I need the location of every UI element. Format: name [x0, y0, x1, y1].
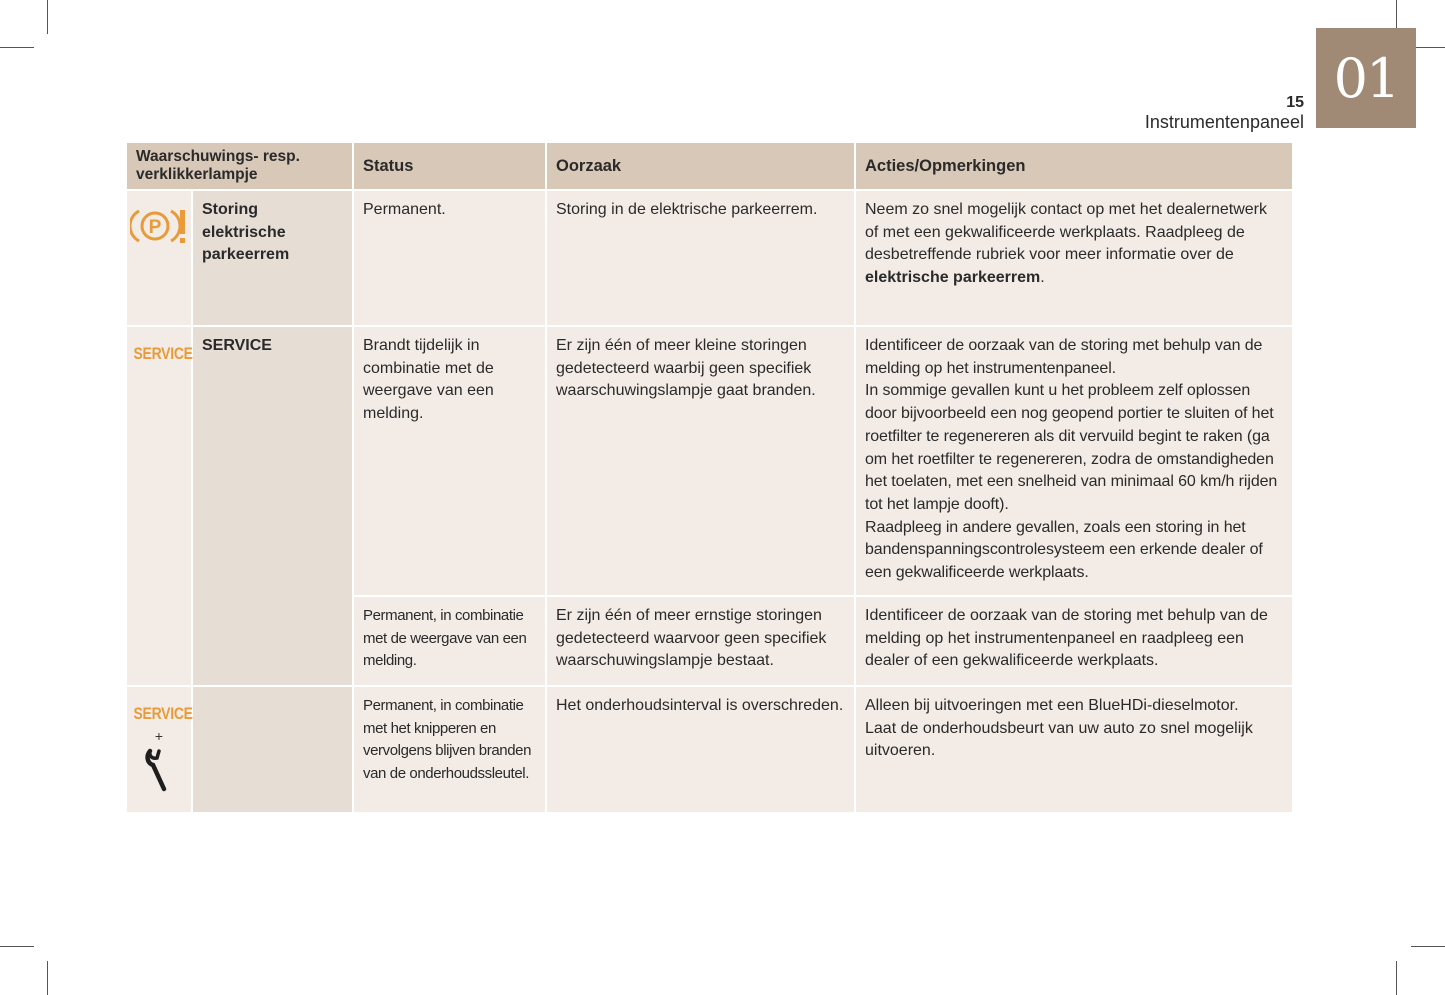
table-row [127, 687, 1292, 812]
table-row [127, 191, 1292, 325]
actions-cell: Alleen bij uitvoeringen met een BlueHDi-dieselmotor. Laat de onderhoudsbeurt van uw auto zo snel mogelijk uitvoeren. [856, 687, 1292, 812]
actions-text: Neem zo snel mogelijk contact op met het dealernetwerk of met een gekwalificeerde werkplaats. Raadpleeg de desbetreffende rubriek voor meer informatie over de [865, 201, 1267, 264]
crop-mark [0, 47, 34, 48]
service-warning-icon: SERVICE [133, 704, 193, 723]
header-actions: Acties/Opmerkingen [856, 143, 1292, 189]
wrench-icon [144, 747, 174, 793]
lamp-name [193, 687, 352, 812]
actions-cell [856, 191, 1292, 325]
chapter-number-box: 01 [1316, 28, 1416, 128]
actions-cell: Identificeer de oorzaak van de storing met behulp van de melding op het instrumentenpaneel. In sommige gevallen kunt u het probleem zelf oplossen door bijvoorbeeld een nog geopend portier te sluiten of het roetfilter te regenereren als dit vervuild begint te raken (ga om het roetfilter te regenereren, zodra de omstandigheden het toelaten, met een snelheid van minimaal 60 km/h rijden tot het lampje dooft). Raadpleeg in andere gevallen, zoals een storing in het bandenspanningscontrolesysteem een erkende dealer of een gekwalificeerde werkplaats. [856, 327, 1292, 595]
crop-mark [1411, 946, 1445, 947]
crop-mark [47, 0, 48, 34]
parking-brake-warning-icon [130, 207, 188, 245]
lamp-icon-cell [127, 327, 191, 685]
status-cell: Permanent. [354, 191, 545, 325]
status-cell: Permanent, in combinatie met het knipperen en vervolgens blijven branden van de onderhoudssleutel. [354, 687, 545, 812]
lamp-icon-cell [127, 687, 191, 812]
table-row [127, 327, 1292, 595]
crop-mark [47, 961, 48, 995]
plus-sign: + [154, 727, 164, 744]
chapter-title: Instrumentenpaneel [1144, 112, 1304, 132]
lamp-name: Storing elektrische parkeerrem [193, 191, 352, 325]
crop-mark [1396, 961, 1397, 995]
service-warning-icon: SERVICE [133, 344, 193, 363]
page-number: 15 [1286, 94, 1304, 111]
actions-cell: Identificeer de oorzaak van de storing met behulp van de melding op het instrumentenpaneel en raadpleeg een dealer of een gekwalificeerde werkplaats. [856, 597, 1292, 685]
warning-lamps-table [125, 141, 1294, 814]
header-cause: Oorzaak [547, 143, 854, 189]
table-header-row [127, 143, 1292, 189]
crop-mark [1411, 47, 1445, 48]
lamp-icon-cell [127, 191, 191, 325]
cause-cell: Er zijn één of meer ernstige storingen gedetecteerd waarvoor geen specifiek waarschuwingslampje bestaat. [547, 597, 854, 685]
status-cell: Brandt tijdelijk in combinatie met de weergave van een melding. [354, 327, 545, 595]
cause-cell: Storing in de elektrische parkeerrem. [547, 191, 854, 325]
header-status: Status [354, 143, 545, 189]
lamp-name: SERVICE [193, 327, 352, 685]
cause-cell: Het onderhoudsinterval is overschreden. [547, 687, 854, 812]
actions-bold-text: elektrische parkeerrem [865, 269, 1041, 287]
cause-cell: Er zijn één of meer kleine storingen gedetecteerd waarbij geen specifiek waarschuwingslampje gaat branden. [547, 327, 854, 595]
status-cell: Permanent, in combinatie met de weergave van een melding. [354, 597, 545, 685]
crop-mark [0, 946, 34, 947]
svg-text:P: P [148, 217, 162, 238]
actions-text-end: . [1040, 269, 1045, 287]
header-lamp: Waarschuwings- resp. verklikkerlampje [127, 143, 352, 189]
